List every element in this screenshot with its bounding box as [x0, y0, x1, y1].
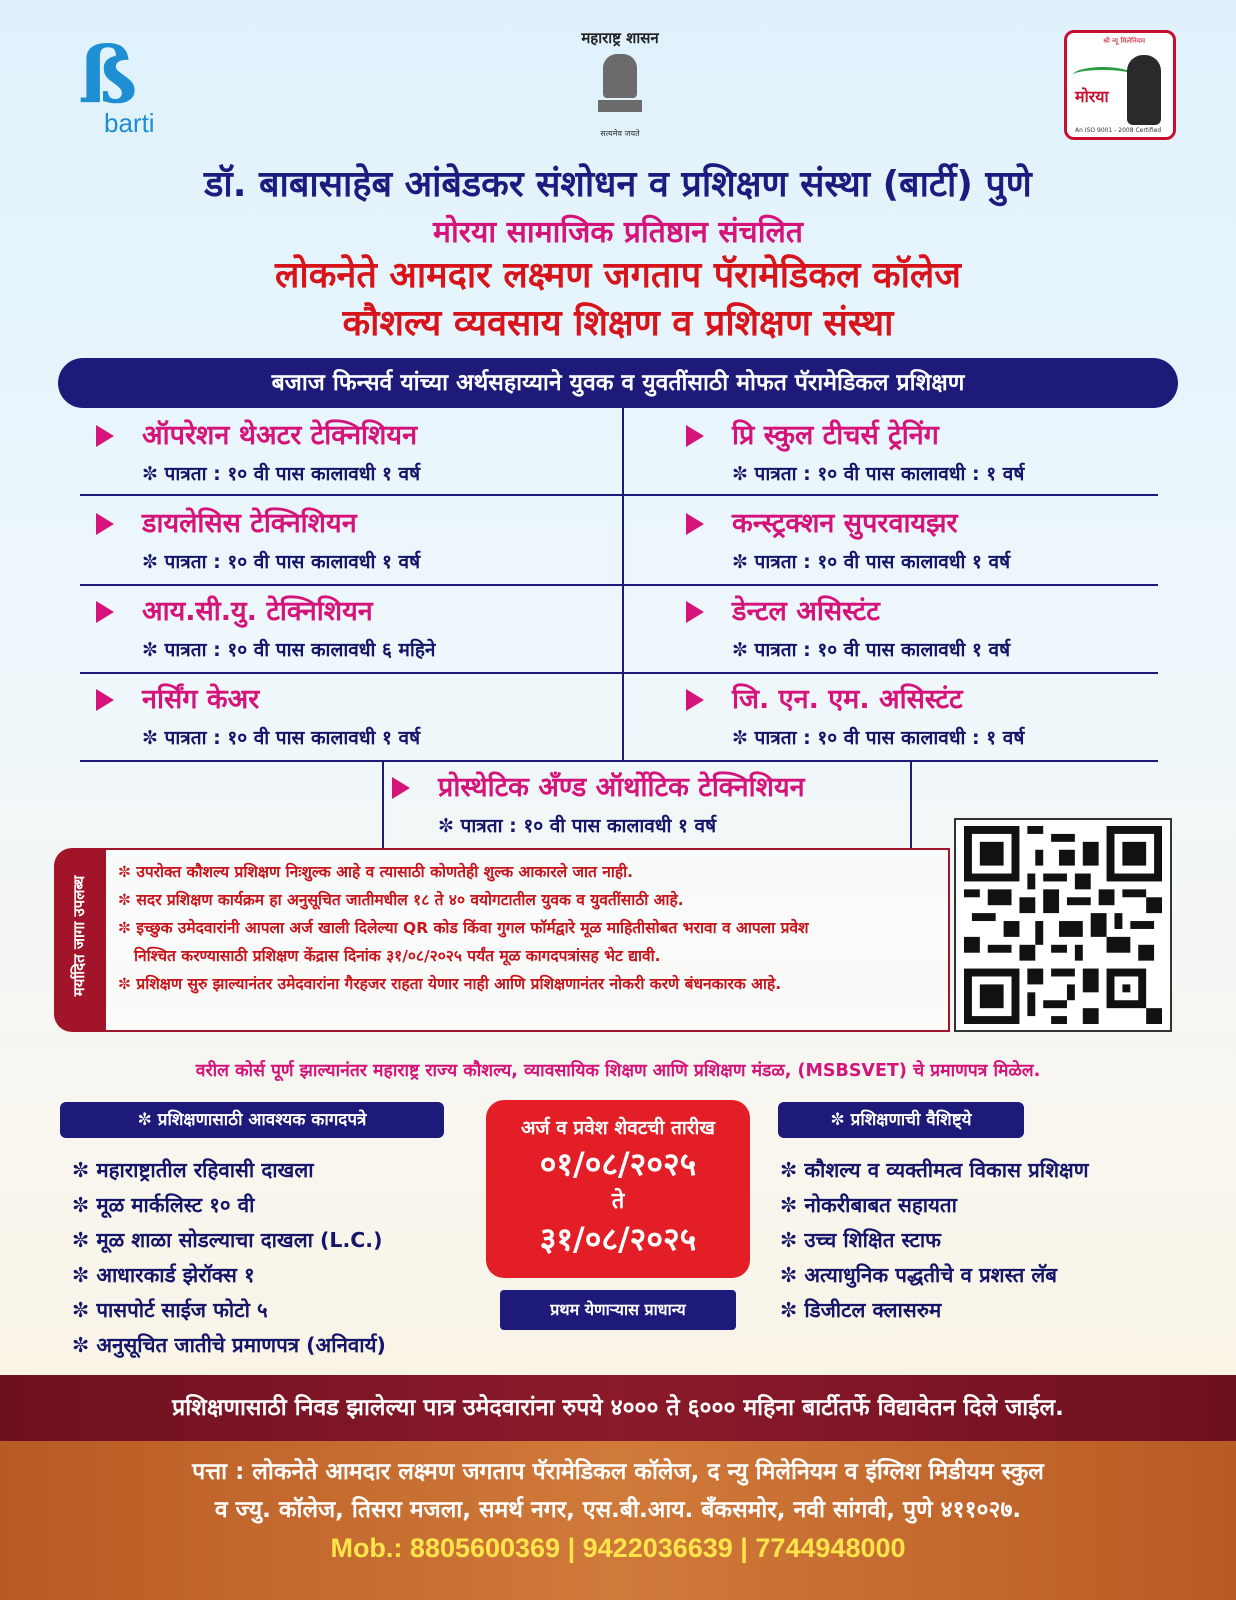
course-eligibility: ✼ पात्रता : १० वी पास कालावधी १ वर्ष: [142, 463, 421, 485]
list-item: ✼ आधारकार्ड झेरॉक्स १: [72, 1263, 255, 1287]
last-date-label: अर्ज व प्रवेश शेवटची तारीख: [521, 1117, 715, 1139]
qr-code-icon: [962, 826, 1164, 1024]
address-line2: व ज्यु. कॉलेज, तिसरा मजला, समर्थ नगर, एस.बी.आय. बँकसमोर, नवी सांगवी, पुणे ४११०२७.: [214, 1497, 1022, 1523]
first-come-priority: प्रथम येणाऱ्यास प्राधान्य: [500, 1290, 736, 1330]
list-item: ✼ डिजीटल क्लासरुम: [780, 1298, 942, 1322]
mountain-icon: [1073, 67, 1133, 83]
qr-code[interactable]: [954, 818, 1172, 1032]
notes-box: [104, 848, 950, 1032]
course-title: प्रोस्थेटिक अँण्ड ऑर्थोटिक टेक्निशियन: [392, 768, 912, 808]
course-eligibility: ✼ पात्रता : १० वी पास कालावधी १ वर्ष: [142, 551, 421, 573]
list-item: ✼ मूळ शाळा सोडल्याचा दाखला (L.C.): [72, 1228, 383, 1252]
note-item: निश्चित करण्यासाठी प्रशिक्षण केंद्रास दिनांक ३१/०८/२०२५ पर्यंत मूळ कागदपत्रांसह भेट द्यावी.: [134, 947, 661, 965]
barti-logo-text: barti: [104, 108, 155, 138]
course-eligibility: ✼ पात्रता : १० वी पास कालावधी १ वर्ष: [732, 551, 1011, 573]
course-title: ऑपरेशन थेअटर टेक्निशियन: [96, 416, 596, 456]
barti-logo-mark: ß: [78, 30, 138, 121]
course-item: [686, 416, 1186, 486]
list-item: ✼ अत्याधुनिक पद्धतीचे व प्रशस्त लॅब: [780, 1263, 1058, 1287]
certificate-line: वरील कोर्स पूर्ण झाल्यानंतर महाराष्ट्र राज्य कौशल्य, व्यावसायिक शिक्षण आणि प्रशिक्षण मंडळ, (MSBSVET) चे प्रमाणपत्र मिळेल.: [195, 1061, 1041, 1081]
course-item: [96, 592, 596, 662]
emblem-motto: सत्यमेव जयते: [600, 129, 640, 138]
list-item: ✼ नोकरीबाबत सहायता: [780, 1193, 957, 1217]
note-item: ✼ प्रशिक्षण सुरु झाल्यानंतर उमेदवारांना गैरहजर राहता येणार नाही आणि प्रशिक्षणानंतर नोकरी करणे बंधनकारक आहे.: [118, 975, 782, 993]
course-item: [96, 416, 596, 486]
course-eligibility: ✼ पात्रता : १० वी पास कालावधी १ वर्ष: [732, 639, 1011, 661]
address-line1: पत्ता : लोकनेते आमदार लक्ष्मण जगताप पॅरामेडिकल कॉलेज, द न्यु मिलेनियम व इंग्लिश मिडीयम स्कुल: [192, 1459, 1044, 1485]
list-item: ✼ मूळ मार्कलिस्ट १० वी: [72, 1193, 255, 1217]
course-eligibility: ✼ पात्रता : १० वी पास कालावधी : १ वर्ष: [732, 727, 1025, 749]
list-item: ✼ अनुसूचित जातीचे प्रमाणपत्र (अनिवार्य): [72, 1333, 386, 1357]
course-title: प्रि स्कुल टीचर्स ट्रेनिंग: [686, 416, 1186, 456]
course-item: [686, 592, 1186, 662]
list-item: ✼ महाराष्ट्रातील रहिवासी दाखला: [72, 1158, 314, 1182]
maharashtra-government-block: [540, 28, 700, 139]
course-item: [96, 680, 596, 750]
end-date: ३१/०८/२०२५: [539, 1220, 697, 1258]
mobile-numbers[interactable]: Mob.: 8805600369 | 9422036639 | 7744948000: [330, 1533, 906, 1563]
course-item: [686, 504, 1186, 574]
morya-logo-top-text: श्री न्यू मिलेनियम: [1103, 37, 1146, 45]
morya-logo: [1064, 30, 1176, 140]
features-heading: ✼ प्रशिक्षणाची वैशिष्ट्ये: [778, 1102, 1024, 1138]
note-item: ✼ उपरोक्त कौशल्य प्रशिक्षण निःशुल्क आहे व त्यासाठी कोणतेही शुल्क आकारले जात नाही.: [118, 863, 633, 881]
features-list: [780, 1153, 1200, 1328]
national-emblem-icon: [596, 54, 644, 126]
course-item: [96, 504, 596, 574]
list-item: ✼ कौशल्य व व्यक्तीमत्व विकास प्रशिक्षण: [780, 1158, 1089, 1182]
start-date: ०१/०८/२०२५: [539, 1145, 697, 1183]
note-item: ✼ इच्छुक उमेदवारांनी आपला अर्ज खाली दिलेल्या QR कोड किंवा गुगल फॉर्मद्वारे मूळ माहितीसोबत भरावा व आपला प्रवेश: [118, 919, 809, 937]
row-separator: [80, 494, 1158, 496]
course-title: डायलेसिस टेक्निशियन: [96, 504, 596, 544]
list-item: ✼ पासपोर्ट साईज फोटो ५: [72, 1298, 268, 1322]
barti-logo: [78, 30, 188, 138]
last-date-box: [486, 1100, 750, 1278]
limited-seats-label: मर्यादित जागा उपलब्ध: [70, 875, 88, 997]
note-item: ✼ सदर प्रशिक्षण कार्यक्रम हा अनुसूचित जातीमधील १८ ते ४० वयोगटातील युवक व युवतींसाठी आहे.: [118, 891, 684, 909]
address: [0, 1453, 1236, 1529]
government-title: महाराष्ट्र शासन: [581, 29, 659, 47]
course-title: कन्स्ट्रक्शन सुपरवायझर: [686, 504, 1186, 544]
documents-list: [72, 1153, 492, 1363]
course-item: [392, 768, 912, 838]
college-title: [0, 252, 1236, 348]
iso-certification: An ISO 9001 - 2008 Certified: [1075, 127, 1162, 134]
row-separator: [80, 672, 1158, 674]
course-eligibility: ✼ पात्रता : १० वी पास कालावधी १ वर्ष: [438, 815, 717, 837]
course-title: जि. एन. एम. असिस्टंट: [686, 680, 1186, 720]
row-separator: [80, 584, 1158, 586]
date-separator: ते: [611, 1189, 625, 1214]
limited-seats-tab: [54, 848, 104, 1032]
course-eligibility: ✼ पात्रता : १० वी पास कालावधी : १ वर्ष: [732, 463, 1025, 485]
course-item: [686, 680, 1186, 750]
operated-by-line: मोरया सामाजिक प्रतिष्ठान संचलित: [433, 215, 803, 250]
documents-heading: ✼ प्रशिक्षणासाठी आवश्यक कागदपत्रे: [60, 1102, 444, 1138]
course-title: डेन्टल असिस्टंट: [686, 592, 1186, 632]
list-item: ✼ उच्च शिक्षित स्टाफ: [780, 1228, 941, 1252]
course-eligibility: ✼ पात्रता : १० वी पास कालावधी ६ महिने: [142, 639, 436, 661]
course-eligibility: ✼ पात्रता : १० वी पास कालावधी १ वर्ष: [142, 727, 421, 749]
footer: [0, 1441, 1236, 1600]
free-training-banner: बजाज फिन्सर्व यांच्या अर्थसहाय्याने युवक व युवतींसाठी मोफत पॅरामेडिकल प्रशिक्षण: [58, 358, 1178, 408]
stipend-banner: प्रशिक्षणासाठी निवड झालेल्या पात्र उमेदवारांना रुपये ४००० ते ६००० महिना बार्टीतर्फे विद्यावेतन दिले जाईल.: [0, 1375, 1236, 1441]
institute-title: डॉ. बाबासाहेब आंबेडकर संशोधन व प्रशिक्षण संस्था (बार्टी) पुणे: [204, 164, 1032, 205]
college-title-line2: कौशल्य व्यवसाय शिक्षण व प्रशिक्षण संस्था: [342, 303, 894, 344]
course-title: आय.सी.यु. टेक्निशियन: [96, 592, 596, 632]
warrior-figure-icon: [1127, 55, 1161, 125]
college-title-line1: लोकनेते आमदार लक्ष्मण जगताप पॅरामेडिकल कॉलेज: [274, 255, 962, 296]
morya-logo-text: मोरया: [1075, 87, 1109, 106]
course-title: नर्सिंग केअर: [96, 680, 596, 720]
